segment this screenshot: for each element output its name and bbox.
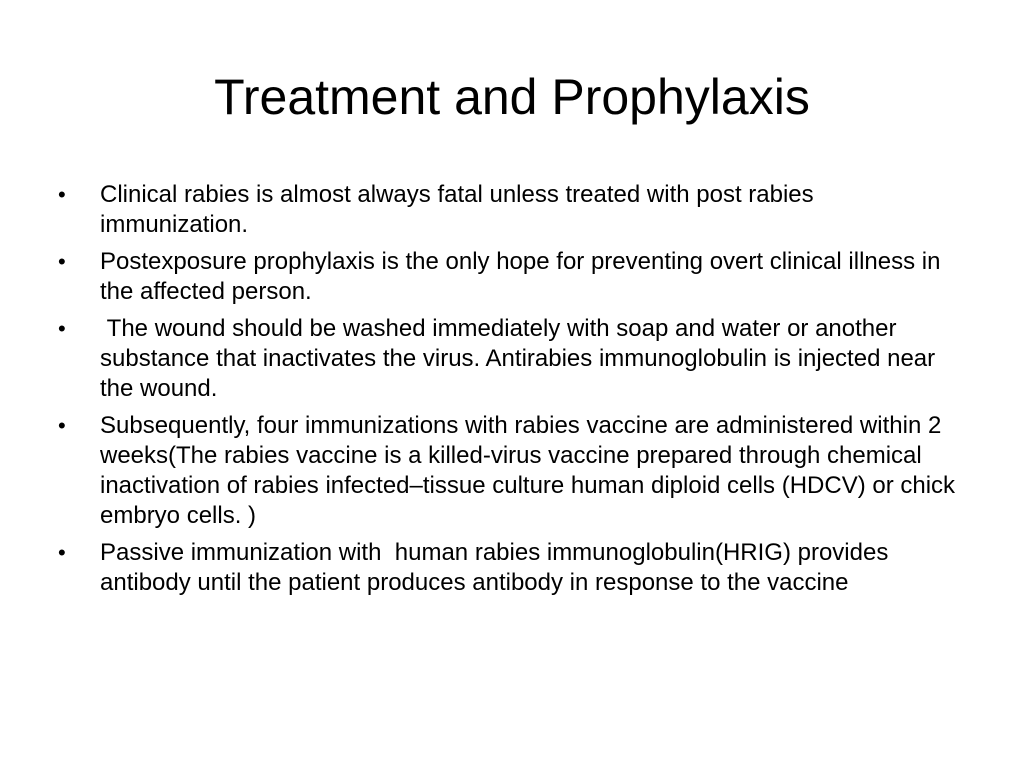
bullet-text: Subsequently, four immunizations with rabies vaccine are administered within 2 weeks(The rabies vaccine is a killed-virus vaccine prepared through chemical inactivation of rabies infected–tissue culture human diploid cells (HDCV) or chick embryo cells. ): [100, 412, 962, 529]
bullet-marker: •: [58, 182, 66, 207]
list-item: [56, 180, 968, 240]
list-item: [56, 314, 968, 404]
bullet-marker: •: [58, 540, 66, 565]
bullet-text: Passive immunization with human rabies immunoglobulin(HRIG) provides antibody until the patient produces antibody in response to the vaccine: [100, 539, 895, 596]
bullet-text: Clinical rabies is almost always fatal unless treated with post rabies immunization.: [100, 181, 821, 238]
bullet-marker: •: [58, 316, 66, 341]
list-item: [56, 247, 968, 307]
bullet-text: The wound should be washed immediately with soap and water or another substance that inactivates the virus. Antirabies immunoglobulin is injected near the wound.: [100, 315, 942, 402]
list-item: [56, 411, 968, 531]
slide-title: Treatment and Prophylaxis: [214, 69, 810, 125]
bullet-marker: •: [58, 249, 66, 274]
bullet-text: Postexposure prophylaxis is the only hope for preventing overt clinical illness in the affected person.: [100, 248, 948, 305]
bullet-list: [56, 180, 968, 605]
bullet-marker: •: [58, 413, 66, 438]
list-item: [56, 538, 968, 598]
